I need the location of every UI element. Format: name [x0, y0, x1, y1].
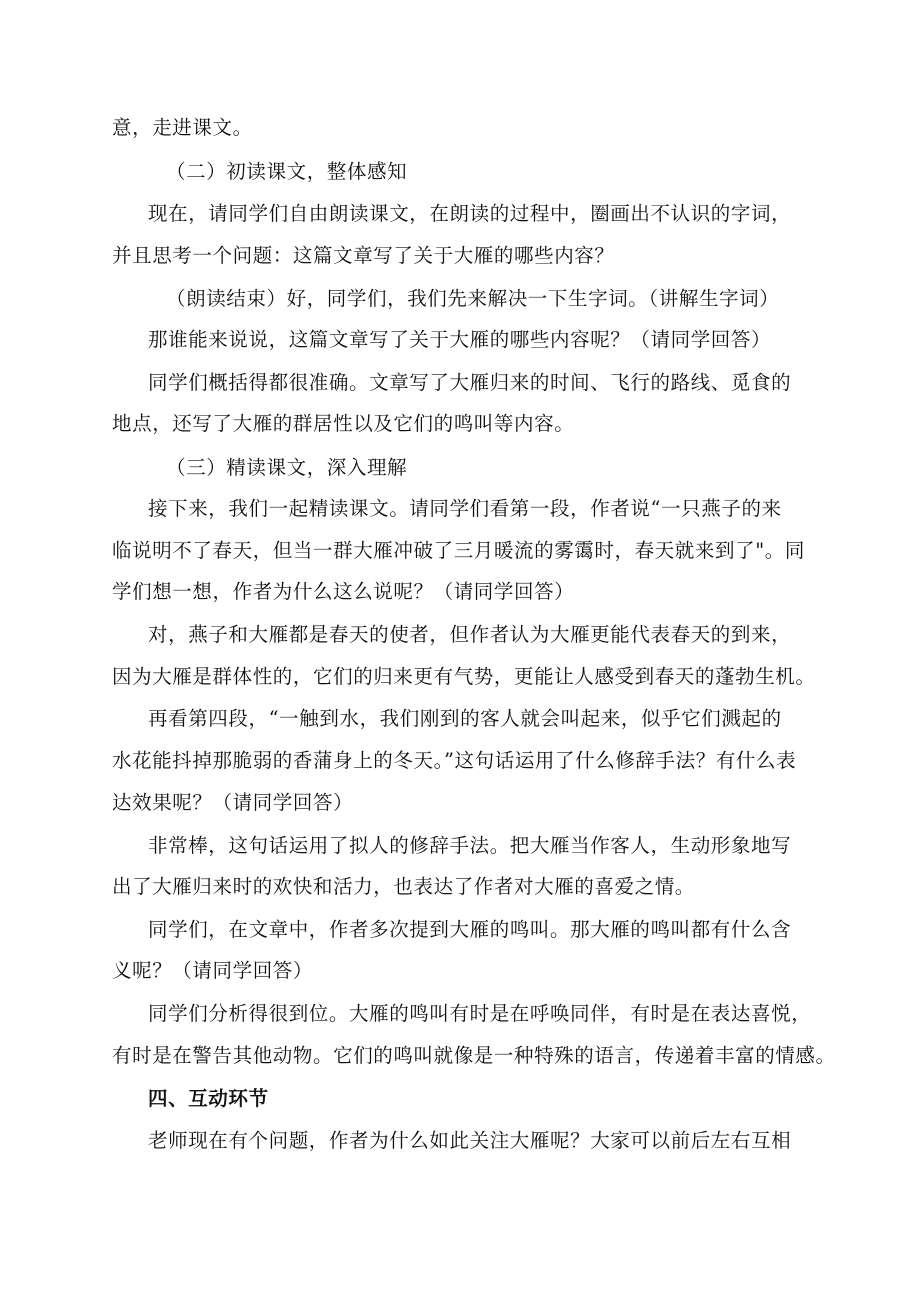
- text-line: 意，走进课文。: [112, 116, 253, 139]
- section-heading: 四、互动环节: [148, 1087, 269, 1110]
- section-heading: （二）初读课文，整体感知: [166, 160, 408, 183]
- text-line: 因为大雁是群体性的，它们的归来更有气势，更能让人感受到春天的蓬勃生机。: [112, 665, 816, 688]
- text-line: 并且思考一个问题：这篇文章写了关于大雁的哪些内容？: [112, 244, 615, 267]
- text-line: 出了大雁归来时的欢快和活力，也表达了作者对大雁的喜爱之情。: [112, 875, 695, 898]
- text-line: 地点，还写了大雁的群居性以及它们的鸣叫等内容。: [112, 412, 575, 435]
- section-heading: （三）精读课文，深入理解: [166, 456, 408, 479]
- text-line: 临说明不了春天，但当一群大雁冲破了三月暖流的雾霭时，春天就来到了"。同: [112, 539, 805, 562]
- text-line: 学们想一想，作者为什么这么说呢？（请同学回答）: [112, 580, 575, 603]
- text-line: 再看第四段，“一触到水，我们刚到的客人就会叫起来，似乎它们溅起的: [148, 707, 782, 730]
- text-line: 非常棒，这句话运用了拟人的修辞手法。把大雁当作客人，生动形象地写: [148, 834, 792, 857]
- text-line: 同学们概括得都很准确。文章写了大雁归来的时间、飞行的路线、觅食的: [148, 371, 792, 394]
- text-line: 义呢？（请同学回答）: [112, 959, 314, 982]
- text-line: 有时是在警告其他动物。它们的鸣叫就像是一种特殊的语言，传递着丰富的情感。: [112, 1044, 836, 1067]
- text-line: 那谁能来说说，这篇文章写了关于大雁的哪些内容呢？（请同学回答）: [148, 328, 772, 351]
- text-line: 同学们，在文章中，作者多次提到大雁的鸣叫。那大雁的鸣叫都有什么含: [148, 918, 792, 941]
- text-line: 水花能抖掉那脆弱的香蒲身上的冬天。”这句话运用了什么修辞手法？有什么表: [112, 749, 797, 772]
- text-line: 接下来，我们一起精读课文。请同学们看第一段，作者说“一只燕子的来: [148, 497, 782, 520]
- text-line: （朗读结束）好，同学们，我们先来解决一下生字词。（讲解生字词）: [166, 287, 780, 310]
- text-line: 同学们分析得很到位。大雁的鸣叫有时是在呼唤同伴，有时是在表达喜悦，: [148, 1002, 812, 1025]
- text-line: 对，燕子和大雁都是春天的使者，但作者认为大雁更能代表春天的到来，: [148, 623, 792, 646]
- text-line: 老师现在有个问题，作者为什么如此关注大雁呢？大家可以前后左右互相: [148, 1129, 792, 1152]
- text-line: 达效果呢？（请同学回答）: [112, 791, 354, 814]
- text-line: 现在，请同学们自由朗读课文，在朗读的过程中，圈画出不认识的字词，: [148, 202, 792, 225]
